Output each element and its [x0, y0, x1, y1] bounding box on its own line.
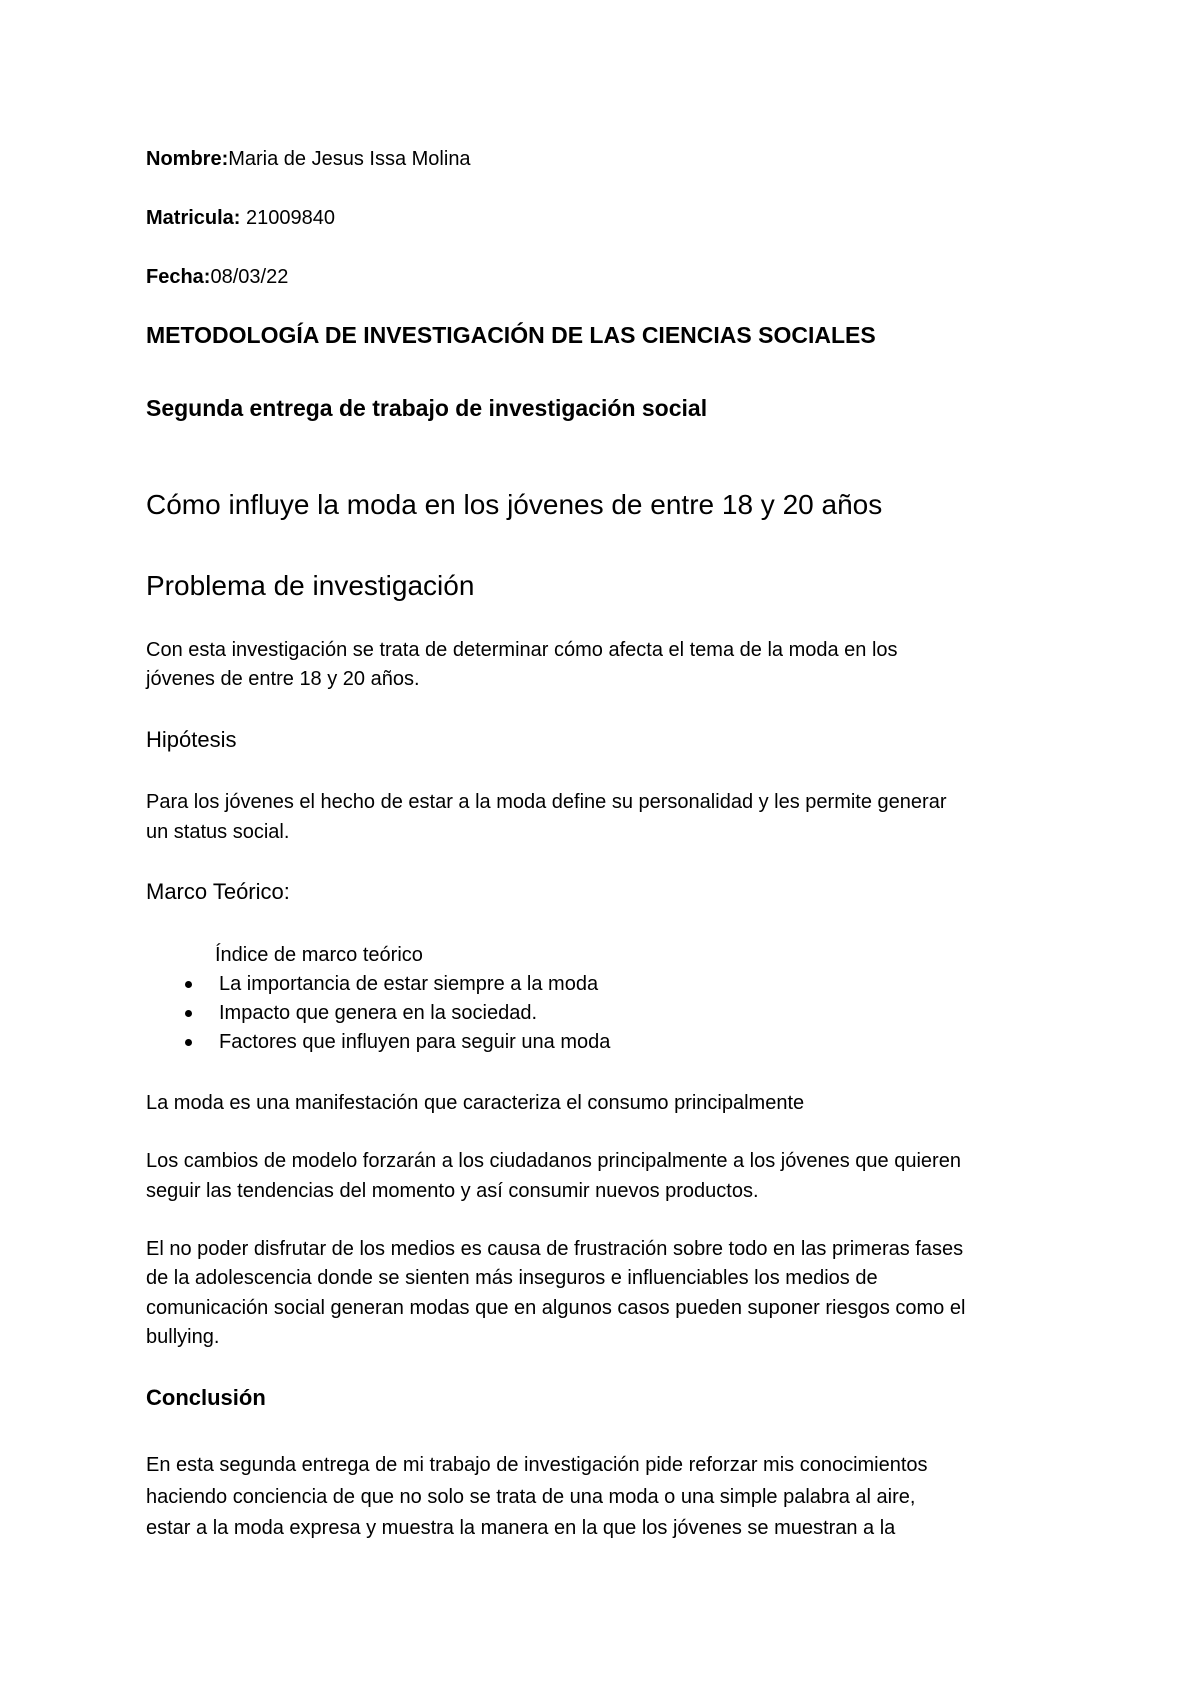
framework-paragraph-2-line-1: Los cambios de modelo forzarán a los ciudadanos principalmente a los jóvenes que quieren — [146, 1150, 961, 1172]
framework-paragraph-3-line-4: bullying. — [146, 1326, 220, 1348]
framework-paragraph-2-line-2: seguir las tendencias del momento y así consumir nuevos productos. — [146, 1180, 759, 1202]
hypothesis-line-1: Para los jóvenes el hecho de estar a la moda define su personalidad y les permite generar — [146, 791, 947, 813]
framework-paragraph-1: La moda es una manifestación que caracteriza el consumo principalmente — [146, 1092, 805, 1114]
matricula-label: Matricula: — [146, 207, 241, 229]
fecha-line — [146, 265, 288, 289]
framework-index-title: Índice de marco teórico — [215, 944, 423, 966]
conclusion-line-2: haciendo conciencia de que no solo se trata de una moda o una simple palabra al aire, — [146, 1486, 916, 1508]
conclusion-line-1: En esta segunda entrega de mi trabajo de investigación pide reforzar mis conocimientos — [146, 1454, 928, 1476]
hypothesis-line-2: un status social. — [146, 821, 290, 843]
fecha-label: Fecha: — [146, 266, 211, 288]
problem-heading: Problema de investigación — [146, 570, 475, 601]
bullet-icon — [185, 1039, 192, 1046]
list-item-text: Factores que influyen para seguir una moda — [219, 1031, 611, 1053]
list-item-text: La importancia de estar siempre a la moda — [219, 973, 599, 995]
conclusion-line-3: estar a la moda expresa y muestra la manera en la que los jóvenes se muestran a la — [146, 1517, 896, 1539]
topic-title: Cómo influye la moda en los jóvenes de entre 18 y 20 años — [146, 489, 883, 520]
bullet-icon — [185, 1010, 192, 1017]
problem-line-1: Con esta investigación se trata de determinar cómo afecta el tema de la moda en los — [146, 639, 898, 661]
framework-paragraph-3-line-1: El no poder disfrutar de los medios es causa de frustración sobre todo en las primeras fases — [146, 1238, 964, 1260]
delivery-title: Segunda entrega de trabajo de investigación social — [146, 395, 708, 421]
framework-heading: Marco Teórico: — [146, 879, 290, 904]
framework-paragraph-3-line-2: de la adolescencia donde se sienten más inseguros e influenciables los medios de — [146, 1267, 878, 1289]
framework-paragraph-3-line-3: comunicación social generan modas que en algunos casos pueden suponer riesgos como el — [146, 1297, 966, 1319]
problem-line-2: jóvenes de entre 18 y 20 años. — [146, 668, 420, 690]
nombre-label: Nombre: — [146, 148, 229, 170]
hypothesis-heading: Hipótesis — [146, 727, 237, 752]
conclusion-heading: Conclusión — [146, 1385, 266, 1410]
nombre-value: Maria de Jesus Issa Molina — [228, 148, 471, 170]
fecha-value: 08/03/22 — [210, 266, 289, 288]
nombre-line — [146, 147, 471, 171]
course-title: METODOLOGÍA DE INVESTIGACIÓN DE LAS CIENCIAS SOCIALES — [146, 322, 876, 348]
bullet-icon — [185, 981, 192, 988]
list-item-text: Impacto que genera en la sociedad. — [219, 1002, 537, 1024]
matricula-value: 21009840 — [240, 207, 336, 229]
matricula-line — [146, 206, 335, 230]
